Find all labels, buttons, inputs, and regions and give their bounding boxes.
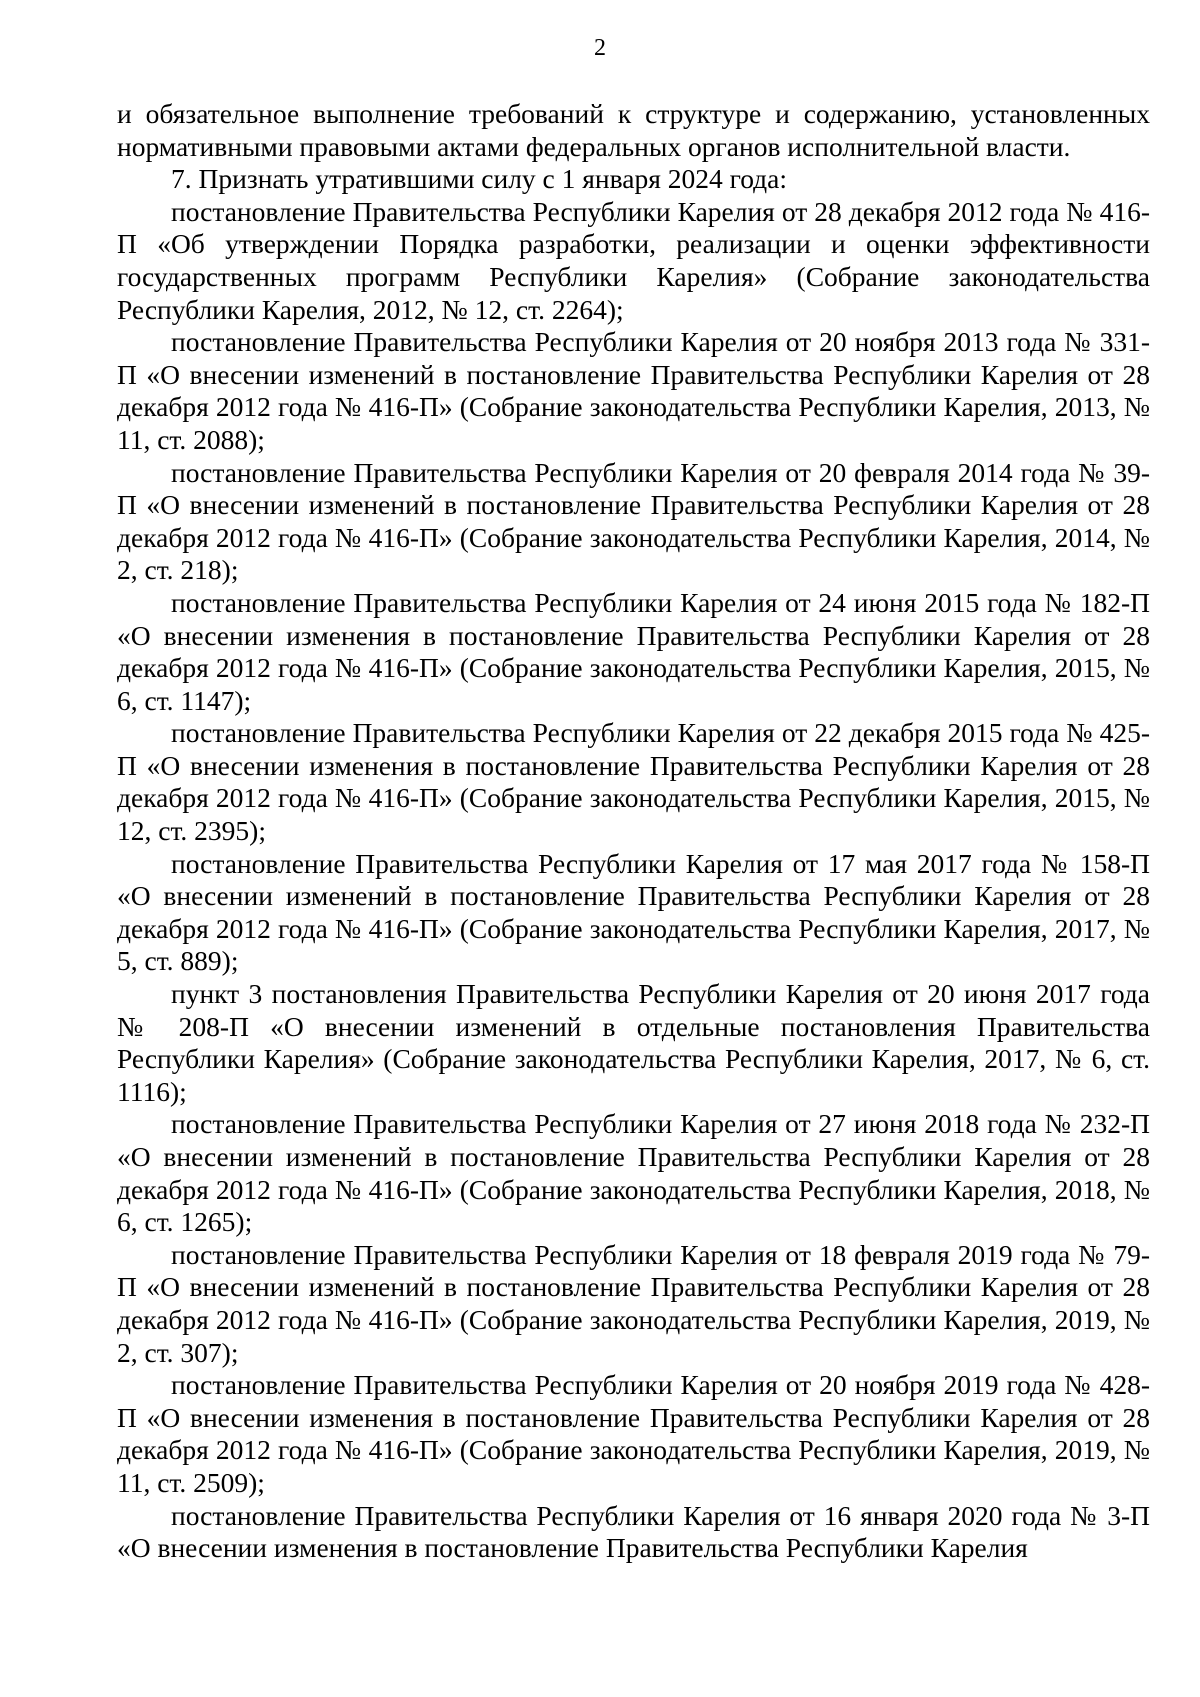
paragraph-resolution-232: постановление Правительства Республики Карелия от 27 июня 2018 года № 232-П «О внесении изменений в постановление Правительства Республики Карелия от 28 декабря 2012 года № 416-П» (Собрание законодательства Республики Карелия, 2018, № 6, ст. 1265); (117, 1108, 1150, 1238)
paragraph-resolution-182: постановление Правительства Республики Карелия от 24 июня 2015 года № 182-П «О внесении изменения в постановление Правительства Республики Карелия от 28 декабря 2012 года № 416-П» (Собрание законодательства Республики Карелия, 2015, № 6, ст. 1147); (117, 586, 1150, 716)
paragraph-resolution-425: постановление Правительства Республики Карелия от 22 декабря 2015 года № 425-П «О внесении изменения в постановление Правительства Республики Карелия от 28 декабря 2012 года № 416-П» (Собрание законодательства Республики Карелия, 2015, № 12, ст. 2395); (117, 717, 1150, 847)
page-number: 2 (594, 35, 606, 61)
paragraph-resolution-416: постановление Правительства Республики Карелия от 28 декабря 2012 года № 416-П «Об утверждении Порядка разработки, реализации и оценки эффективности государственных программ Республики Карелия» (Собрание законодательства Республики Карелия, 2012, № 12, ст. 2264); (117, 195, 1150, 325)
paragraph-resolution-428: постановление Правительства Республики Карелия от 20 ноября 2019 года № 428-П «О внесении изменения в постановление Правительства Республики Карелия от 28 декабря 2012 года № 416-П» (Собрание законодательства Республики Карелия, 2019, № 11, ст. 2509); (117, 1369, 1150, 1498)
paragraph-resolution-208: пункт 3 постановления Правительства Республики Карелия от 20 июня 2017 года № 208-П «О внесении изменений в отдельные постановления Правительства Республики Карелия» (Собрание законодательства Республики Карелия, 2017, № 6, ст. 1116); (117, 978, 1150, 1107)
paragraph-resolution-79: постановление Правительства Республики Карелия от 18 февраля 2019 года № 79-П «О внесении изменений в постановление Правительства Республики Карелия от 28 декабря 2012 года № 416-П» (Собрание законодательства Республики Карелия, 2019, № 2, ст. 307); (117, 1238, 1150, 1368)
paragraph-continuation: и обязательное выполнение требований к структуре и содержанию, установленных нормативными правовыми актами федеральных органов исполнительной власти. (117, 98, 1150, 162)
paragraph-resolution-39: постановление Правительства Республики Карелия от 20 февраля 2014 года № 39-П «О внесении изменений в постановление Правительства Республики Карелия от 28 декабря 2012 года № 416-П» (Собрание законодательства Республики Карелия, 2014, № 2, ст. 218); (117, 456, 1150, 586)
paragraph-resolution-3: постановление Правительства Республики Карелия от 16 января 2020 года № 3-П «О внесении изменения в постановление Правительства Республики Карелия (117, 1499, 1150, 1564)
paragraph-resolution-158: постановление Правительства Республики Карелия от 17 мая 2017 года № 158-П «О внесении изменений в постановление Правительства Республики Карелия от 28 декабря 2012 года № 416-П» (Собрание законодательства Республики Карелия, 2017, № 5, ст. 889); (117, 847, 1150, 977)
document-body (117, 98, 1150, 1565)
paragraph-resolution-331: постановление Правительства Республики Карелия от 20 ноября 2013 года № 331-П «О внесении изменений в постановление Правительства Республики Карелия от 28 декабря 2012 года № 416-П» (Собрание законодательства Республики Карелия, 2013, № 11, ст. 2088); (117, 326, 1150, 455)
paragraph-item-7: 7. Признать утратившими силу с 1 января 2024 года: (171, 163, 787, 195)
